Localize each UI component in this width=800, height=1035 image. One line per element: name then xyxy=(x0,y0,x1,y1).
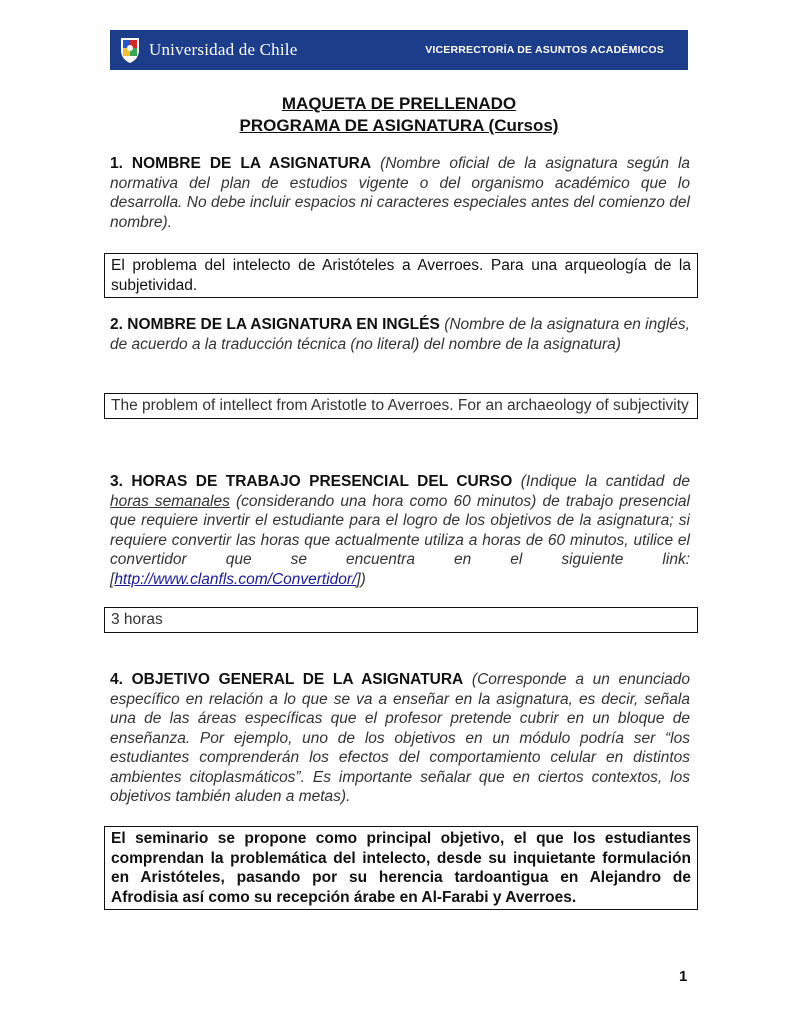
section-heading: 2. NOMBRE DE LA ASIGNATURA EN INGLÉS xyxy=(110,316,440,333)
horas-semanales-underline: horas semanales xyxy=(110,492,230,510)
answer-box-nombre: El problema del intelecto de Aristóteles a Averroes. Para una arqueología de la subjetividad. xyxy=(104,253,698,298)
answer-box-nombre-ingles: The problem of intellect from Aristotle to Averroes. For an archaeology of subjectivity xyxy=(104,393,698,419)
vicerrectoria-label: VICERRECTORÍA DE ASUNTOS ACADÉMICOS xyxy=(425,44,664,56)
section-heading: 3. HORAS DE TRABAJO PRESENCIAL DEL CURSO xyxy=(110,473,513,490)
title-line-2: PROGRAMA DE ASIGNATURA (Cursos) xyxy=(239,116,559,135)
university-name: Universidad de Chile xyxy=(149,40,298,59)
answer-box-objetivo: El seminario se propone como principal objetivo, el que los estudiantes comprendan la problemática del intelecto, desde su inquietante formulación en Aristóteles, pasando por su herencia tardoantigua en Alejandro de Afrodisia así como su recepción árabe en Al-Farabi y Averroes. xyxy=(104,826,698,910)
description-part: (considerando una hora como 60 minutos) de trabajo presencial que requiere invertir el estudiante para el logro de los objetivos de la asignatura; si requiere convertir las horas que actualmente utiliza a horas de 60 minutos, utilice el convertidor que se encuentra en el siguiente link: [ xyxy=(110,492,690,588)
section-nombre-ingles xyxy=(110,315,690,354)
section-description: (Nombre oficial de la asignatura según la normativa del plan de estudios vigente o del organismo académico que lo desarrolla. No debe incluir espacios ni caracteres especiales antes del comienzo del nombre). xyxy=(110,155,691,231)
description-part: (Indique la cantidad de xyxy=(520,473,691,490)
title-line-1: MAQUETA DE PRELLENADO xyxy=(281,94,517,113)
section-description: (Nombre de la asignatura en inglés, de acuerdo a la traducción técnica (no literal) del nombre de la asignatura) xyxy=(110,316,690,353)
section-nombre-asignatura xyxy=(110,154,690,232)
answer-box-horas: 3 horas xyxy=(104,607,698,633)
convertidor-link[interactable]: http://www.clanfls.com/Convertidor/ xyxy=(114,570,357,588)
description-part: ]) xyxy=(356,570,366,588)
section-horas-trabajo xyxy=(110,472,690,589)
header-banner xyxy=(110,30,688,70)
section-objetivo-general xyxy=(110,670,690,807)
section-description xyxy=(110,473,690,588)
page-number: 1 xyxy=(679,968,688,985)
university-crest-icon xyxy=(119,36,141,64)
section-heading: 1. NOMBRE DE LA ASIGNATURA xyxy=(110,155,372,172)
document-title xyxy=(110,93,688,137)
section-heading: 4. OBJETIVO GENERAL DE LA ASIGNATURA xyxy=(110,671,464,688)
section-description: (Corresponde a un enunciado específico en relación a lo que se va a enseñar en la asignatura, es decir, señala una de las áreas específicas que el profesor pretende cubrir en un bloque de enseñanza. Por ejemplo, uno de los objetivos en un módulo podría ser “los estudiantes comprenderán los efectos del comportamiento celular en distintos ambientes citoplasmáticos”. Es importante señalar que en ciertos contextos, los objetivos también aluden a metas). xyxy=(110,671,691,805)
